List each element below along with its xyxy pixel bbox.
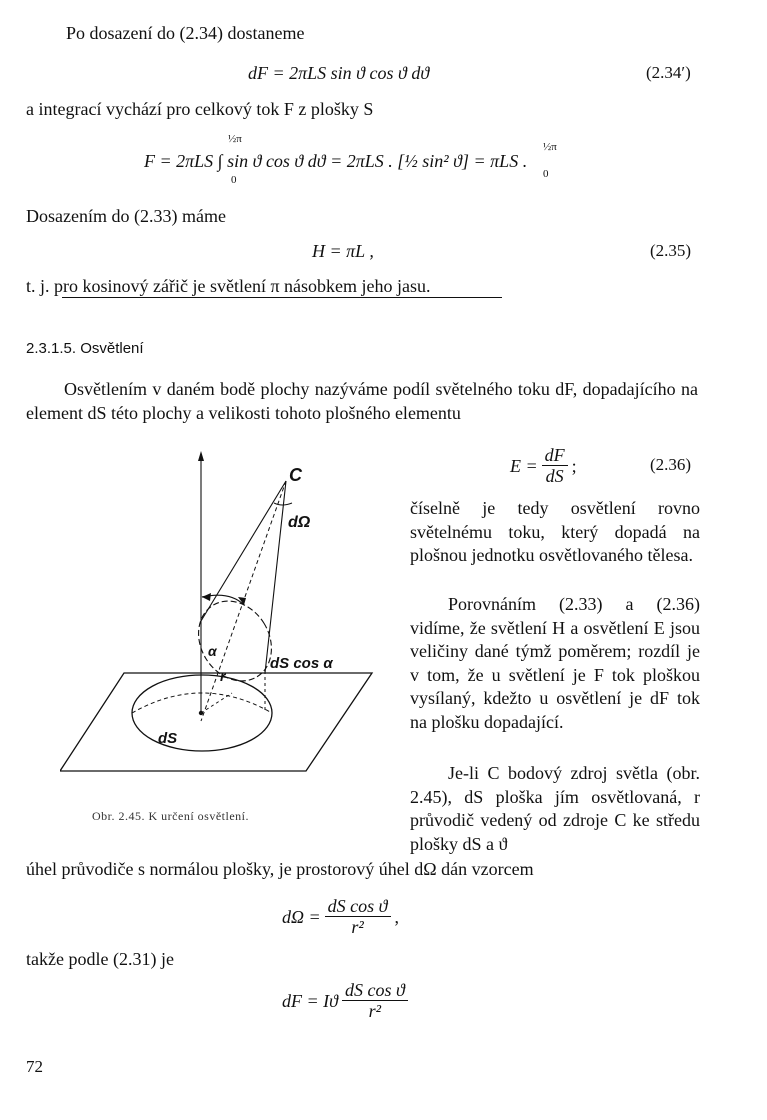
equation-dOmega-lhs: dΩ = <box>282 906 321 927</box>
equation-dF-second <box>282 980 408 1021</box>
intro-line: Po dosazení do (2.34) dostaneme <box>66 23 305 43</box>
definition-paragraph: Osvětlením v daném bodě plochy nazýváme podíl světelného toku dF, dopadajícího na element dS této plochy a velikosti tohoto plošného elementu <box>26 379 698 423</box>
equation-2-34-prime: dF = 2πLS sin ϑ cos ϑ dϑ <box>248 63 430 83</box>
equation-dF-second-numerator: dS cos ϑ <box>342 980 408 1001</box>
width-arrow-head-left <box>202 593 211 601</box>
equation-dOmega-denominator: r² <box>351 917 364 937</box>
label-C: C <box>289 465 302 485</box>
equation-E-numerator: dF <box>542 445 568 466</box>
surface-center-dot <box>199 711 203 715</box>
equation-dF-second-fraction <box>342 980 408 1021</box>
equation-dOmega-comma: , <box>394 906 399 927</box>
label-r: r <box>220 668 226 684</box>
label-dS: dS <box>158 730 178 747</box>
equation-E-fraction <box>542 445 568 486</box>
equation-dOmega-fraction <box>325 896 391 937</box>
figure-2-45 <box>60 445 400 810</box>
conclusion-line: t. j. pro kosinový zářič je světlení π násobkem jeho jasu. <box>26 276 431 296</box>
equation-E-semicolon: ; <box>571 455 577 476</box>
equation-H: H = πL , <box>312 241 374 261</box>
base-ellipse-hidden-top <box>132 693 272 713</box>
normal-arrowhead <box>198 451 204 461</box>
right-column-paragraph-3: Je-li C bodový zdroj světla (obr. 2.45), dS ploška jím osvětlovaná, r průvodič vedený od zdroje C ke středu plošky dS a ϑ <box>410 763 700 854</box>
equation-dF-second-denominator: r² <box>368 1001 382 1021</box>
equation-dF-second-lhs: dF = Iϑ <box>282 990 338 1011</box>
takze-line: takže podle (2.31) je <box>26 949 174 969</box>
equation-E-lhs: E = <box>510 455 538 476</box>
projected-ellipse <box>184 587 286 694</box>
equation-dOmega-numerator: dS cos ϑ <box>325 896 391 917</box>
right-column-paragraph-2: Porovnáním (2.33) a (2.36) vidíme, že světlení H a osvětlení E jsou veličiny dané týmž poměrem; rozdíl je v tom, že u světlení je F tok ploškou vysílaný, kdežto u osvětlení je dF tok na plošku dopadající. <box>410 594 700 732</box>
right-column-paragraph-1: číselně je tedy osvětlení rovno světelnému toku, který dopadá na plošnou jednotku osvětlovaného tělesa. <box>410 498 700 565</box>
figure-caption: Obr. 2.45. K určení osvětlení. <box>92 809 249 823</box>
equation-number-2-34-prime: (2.34′) <box>646 63 691 82</box>
label-dScos: dS cos α <box>270 655 333 672</box>
equation-number-2-36: (2.36) <box>650 455 692 474</box>
equation-E <box>510 445 577 486</box>
integral-upper-limit: ½π <box>228 133 242 145</box>
section-heading: 2.3.1.5. Osvětlení <box>26 340 144 357</box>
page-number: 72 <box>26 1057 43 1076</box>
continuation-line: úhel průvodiče s normálou plošky, je prostorový úhel dΩ dán vzorcem <box>26 859 534 879</box>
plane-parallelogram <box>60 673 372 771</box>
equation-dOmega <box>282 896 399 937</box>
integration-text: a integrací vychází pro celkový tok F z plošky S <box>26 99 374 119</box>
equation-number-2-35: (2.35) <box>650 241 692 260</box>
conclusion-underline <box>62 297 502 298</box>
label-alpha: α <box>208 643 217 659</box>
equation-E-denominator: dS <box>545 466 564 486</box>
label-dOmega: dΩ <box>288 514 311 531</box>
bracket-upper-limit: ½π <box>543 141 557 153</box>
equation-total-flux: F = 2πLS ∫ sin ϑ cos ϑ dϑ = 2πLS . [½ sin² ϑ] = πLS . <box>144 151 528 171</box>
integral-lower-limit: 0 <box>231 174 237 186</box>
radius-r-line <box>201 693 232 713</box>
bracket-lower-limit: 0 <box>543 168 549 180</box>
substitution-text: Dosazením do (2.33) máme <box>26 206 226 226</box>
